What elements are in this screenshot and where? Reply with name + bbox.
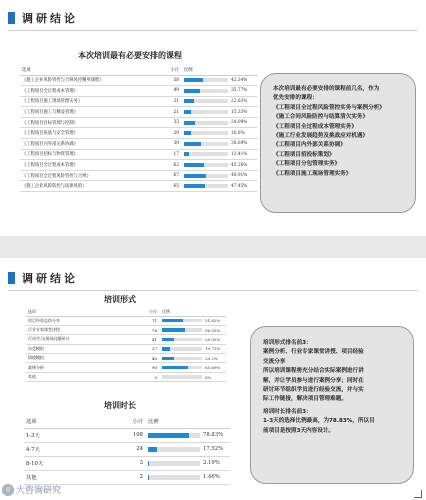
- slide-survey-courses: [0, 0, 426, 236]
- percentage-value: 15.33%: [231, 109, 248, 115]
- header-option: 选项: [26, 308, 138, 316]
- percentage-value: 22.63%: [231, 98, 248, 104]
- option-count: 40: [138, 354, 160, 363]
- table-title: 本次培训最有必要安排的课程: [78, 51, 182, 60]
- summary-line: 前项目是按照3天内容设计。: [263, 427, 335, 434]
- bar-track: [162, 338, 202, 342]
- percentage-bar: [162, 375, 224, 380]
- header-count: 小计: [138, 308, 160, 316]
- option-count: 108: [124, 428, 146, 442]
- option-count: 0: [138, 372, 160, 381]
- table-row: [20, 128, 258, 139]
- summary-card: [250, 326, 414, 484]
- option-label: 4-7天: [24, 442, 124, 456]
- option-label: 《工程项目内外部关系协调》: [20, 139, 160, 150]
- watermark: [2, 483, 61, 496]
- bar-fill: [162, 328, 185, 332]
- option-label: 情境模拟: [26, 354, 138, 363]
- option-count: 71: [138, 316, 160, 325]
- bar-fill: [148, 461, 149, 466]
- percentage-value: 24.09%: [231, 120, 248, 126]
- bar-track: [148, 447, 200, 452]
- table-row: [20, 160, 258, 171]
- bar-fill: [148, 433, 189, 438]
- bar-fill: [184, 184, 205, 188]
- option-label: 行业专家课堂讲授: [26, 325, 138, 334]
- section-accent-bar: [8, 272, 15, 284]
- option-count: 58: [160, 75, 182, 86]
- summary-line: 1-3天的选择比例最高，为78.83%，所以目: [263, 418, 375, 425]
- option-count: 21: [160, 107, 182, 118]
- summary-line: 《工程项目全过程成本管理实务》: [273, 123, 357, 130]
- percentage-bar: [184, 152, 256, 157]
- summary-line: 培训时长排名前3：: [263, 408, 312, 415]
- option-count: 3: [124, 456, 146, 470]
- option-count: 39: [160, 139, 182, 150]
- header-divider: [8, 30, 418, 31]
- percentage-value: 78.83%: [203, 432, 224, 438]
- summary-line: 《工程项目内外部关系协调》: [273, 142, 346, 149]
- section-title: 调研结论: [22, 272, 78, 285]
- bar-track: [162, 347, 202, 351]
- percentage-value: 17.52%: [203, 446, 224, 452]
- option-label: 1-3天: [24, 428, 124, 442]
- summary-line: 《工程项目招投标策划》: [273, 151, 335, 158]
- bar-track: [148, 475, 200, 480]
- summary-line: 《施工合同风险防控与结算清欠实务》: [273, 114, 369, 121]
- header-divider: [8, 290, 418, 291]
- bar-fill: [184, 99, 194, 103]
- form-table-title: 培训形式: [104, 295, 136, 304]
- watermark-logo-icon: ◎: [2, 484, 14, 496]
- table-row: [20, 117, 258, 128]
- percentage-value: 47.45%: [231, 183, 248, 189]
- percentage-value: 16.8%: [231, 130, 245, 136]
- percentage-bar: [148, 460, 228, 466]
- summary-line: 解，并让学员参与进行案例分享；同时在: [263, 377, 364, 384]
- summary-line: 《施工行业发展趋势及挑战应对机遇》: [273, 133, 369, 140]
- table-row: [26, 372, 226, 381]
- bar-fill: [184, 121, 195, 125]
- bar-track: [184, 78, 228, 82]
- bar-fill: [162, 366, 188, 370]
- table-row: [24, 456, 230, 470]
- table-row: [26, 335, 226, 344]
- option-label: 案例分析: [26, 363, 138, 372]
- summary-line: 《工程项目全过程风险管控实务与案例分析》: [273, 104, 385, 111]
- option-label: 《工程项目全过程成本管理》: [20, 86, 160, 97]
- table-row: [20, 149, 258, 160]
- option-count: 49: [160, 86, 182, 97]
- bar-fill: [162, 347, 170, 351]
- percentage-bar: [184, 99, 256, 104]
- option-label: 其他: [24, 470, 124, 484]
- bar-fill: [184, 152, 189, 156]
- table-row: [20, 170, 258, 181]
- percentage-bar: [148, 474, 228, 480]
- bar-track: [148, 433, 200, 438]
- option-count: 2: [124, 470, 146, 484]
- summary-line: 本次培训最有必要安排的课程前几名，作为: [273, 86, 380, 92]
- percentage-bar: [184, 131, 256, 136]
- option-label: 项目经验总结分享: [26, 316, 138, 325]
- header-count: 小计: [124, 415, 146, 428]
- option-label: 《工程项目招标与物资管理》: [20, 149, 160, 160]
- section-header: [8, 270, 78, 286]
- table-row: [20, 107, 258, 118]
- summary-line: 《工程项目施工现场管理实务》: [273, 170, 352, 177]
- option-count: 62: [160, 160, 182, 171]
- table-row: [26, 344, 226, 353]
- percentage-bar: [184, 88, 256, 93]
- table-row: [20, 96, 258, 107]
- bar-fill: [162, 357, 174, 361]
- option-label: 行动学习/现场问题研讨: [26, 335, 138, 344]
- table-row: [20, 181, 258, 192]
- percentage-bar: [162, 337, 224, 342]
- bar-track: [184, 152, 228, 156]
- option-label: 《施工企业风险管控与合规风控精英课程》: [20, 75, 160, 86]
- summary-card: [260, 73, 416, 213]
- header-option: 选项: [20, 66, 160, 75]
- bar-fill: [184, 131, 191, 135]
- table-header-row: [24, 415, 230, 428]
- bar-track: [162, 366, 202, 370]
- section-header: [8, 10, 78, 26]
- option-label: 《工程项目施工现场管理实务》: [20, 96, 160, 107]
- percentage-bar: [184, 78, 256, 83]
- option-label: 《工程项目施工与精益管理》: [20, 107, 160, 118]
- percentage-value: 0%: [205, 374, 212, 380]
- option-count: 17: [160, 149, 182, 160]
- bar-track: [162, 328, 202, 332]
- bar-track: [184, 89, 228, 93]
- percentage-value: 29.93%: [205, 336, 221, 342]
- bar-track: [184, 163, 228, 167]
- bar-fill: [184, 78, 203, 82]
- bar-fill: [184, 142, 201, 146]
- section-title: 调研结论: [22, 12, 78, 25]
- percentage-value: 38.69%: [231, 141, 248, 147]
- table-row: [24, 442, 230, 456]
- option-count: 67: [160, 170, 182, 181]
- percentage-bar: [162, 365, 224, 370]
- option-label: 其他: [26, 372, 138, 381]
- bar-fill: [184, 163, 204, 167]
- table-row: [26, 354, 226, 363]
- bar-fill: [162, 338, 174, 342]
- percentage-bar: [184, 120, 256, 125]
- option-count: 78: [138, 325, 160, 334]
- option-label: 《工程项目目标管理与控制》: [20, 117, 160, 128]
- percentage-bar: [184, 184, 256, 189]
- percentage-value: 56.93%: [205, 327, 221, 333]
- percentage-bar: [162, 356, 224, 361]
- percentage-value: 1.46%: [203, 474, 220, 480]
- option-label: 沙盘模拟: [26, 344, 138, 353]
- bar-track: [184, 142, 228, 146]
- bar-track: [162, 319, 202, 323]
- table-row: [20, 139, 258, 150]
- percentage-bar: [148, 446, 228, 452]
- percentage-value: 2.19%: [203, 460, 220, 466]
- option-label: 《工程项目全过程风险管控与合规》: [20, 170, 160, 181]
- option-count: 27: [138, 344, 160, 353]
- percentage-value: 19.71%: [205, 346, 221, 352]
- bar-fill: [148, 447, 157, 452]
- percentage-value: 29.2%: [205, 355, 218, 361]
- percentage-bar: [148, 432, 228, 438]
- watermark-text: 大咨询研究: [16, 486, 62, 496]
- percentage-value: 65.69%: [205, 365, 221, 371]
- bar-fill: [162, 319, 183, 323]
- option-label: 《工程项目质量与安全管理》: [20, 128, 160, 139]
- corner-mark: [414, 490, 422, 498]
- percentage-value: 48.91%: [231, 173, 248, 179]
- table-header-row: [20, 66, 258, 75]
- bar-track: [184, 110, 228, 114]
- header-ratio: 比例: [146, 415, 230, 428]
- percentage-bar: [162, 318, 224, 323]
- percentage-value: 42.34%: [231, 77, 248, 83]
- percentage-bar: [162, 346, 224, 351]
- bar-track: [184, 174, 228, 178]
- summary-line: 《工程项目分包管理实务》: [273, 161, 341, 168]
- bar-track: [184, 121, 228, 125]
- bar-track: [184, 184, 228, 188]
- option-count: 65: [160, 181, 182, 192]
- table-row: [26, 325, 226, 334]
- course-survey-table: [20, 66, 258, 192]
- bar-track: [184, 99, 228, 103]
- percentage-bar: [162, 328, 224, 333]
- table-row: [20, 86, 258, 97]
- bar-fill: [148, 475, 149, 480]
- bar-fill: [184, 174, 206, 178]
- duration-table-title: 培训时长: [104, 401, 136, 410]
- table-header-row: [26, 308, 226, 316]
- table-row: [20, 75, 258, 86]
- table-row: [24, 470, 230, 484]
- table-row: [26, 316, 226, 325]
- percentage-bar: [184, 173, 256, 178]
- bar-track: [162, 357, 202, 361]
- summary-line: 所以培训课程将充分结合实际案例进行讲: [263, 368, 364, 375]
- summary-line: 交流分享: [263, 358, 286, 365]
- bar-fill: [184, 110, 191, 114]
- bar-track: [162, 375, 202, 379]
- table-row: [26, 363, 226, 372]
- header-option: 选项: [24, 415, 124, 428]
- option-count: 24: [124, 442, 146, 456]
- bar-fill: [184, 89, 200, 93]
- format-survey-table: [26, 308, 226, 382]
- percentage-bar: [184, 141, 256, 146]
- option-count: 31: [160, 96, 182, 107]
- percentage-value: 12.41%: [231, 151, 248, 157]
- percentage-bar: [184, 163, 256, 168]
- summary-line: 研讨环节组织学员进行经验交流，并与实: [263, 387, 364, 394]
- header-count: 小计: [160, 66, 182, 75]
- percentage-value: 51.82%: [205, 318, 221, 324]
- option-count: 90: [138, 363, 160, 372]
- option-label: 《工程项目全过程成本管理》: [20, 160, 160, 171]
- percentage-bar: [184, 110, 256, 115]
- option-count: 41: [138, 335, 160, 344]
- option-count: 29: [160, 128, 182, 139]
- duration-survey-table: [24, 415, 230, 485]
- summary-line: 际工作链接，解决项目管理难题。: [263, 396, 347, 403]
- option-label: 8-10天: [24, 456, 124, 470]
- percentage-value: 35.77%: [231, 88, 248, 94]
- slide-survey-format-duration: [0, 258, 426, 500]
- bar-track: [184, 131, 228, 135]
- option-count: 33: [160, 117, 182, 128]
- summary-line: 案例分析、行业专家课堂讲授、项目经验: [263, 349, 364, 356]
- header-ratio: 比例: [182, 66, 258, 75]
- header-ratio: 比例: [160, 308, 226, 316]
- option-label: 《施工企业风险防控与法律风险》: [20, 181, 160, 192]
- percentage-value: 45.26%: [231, 162, 248, 168]
- table-row: [24, 428, 230, 442]
- summary-line: 培训形式排名前3：: [263, 340, 312, 346]
- section-accent-bar: [8, 12, 15, 24]
- summary-line: 优先安排的课程：: [273, 95, 318, 102]
- bar-track: [148, 461, 200, 466]
